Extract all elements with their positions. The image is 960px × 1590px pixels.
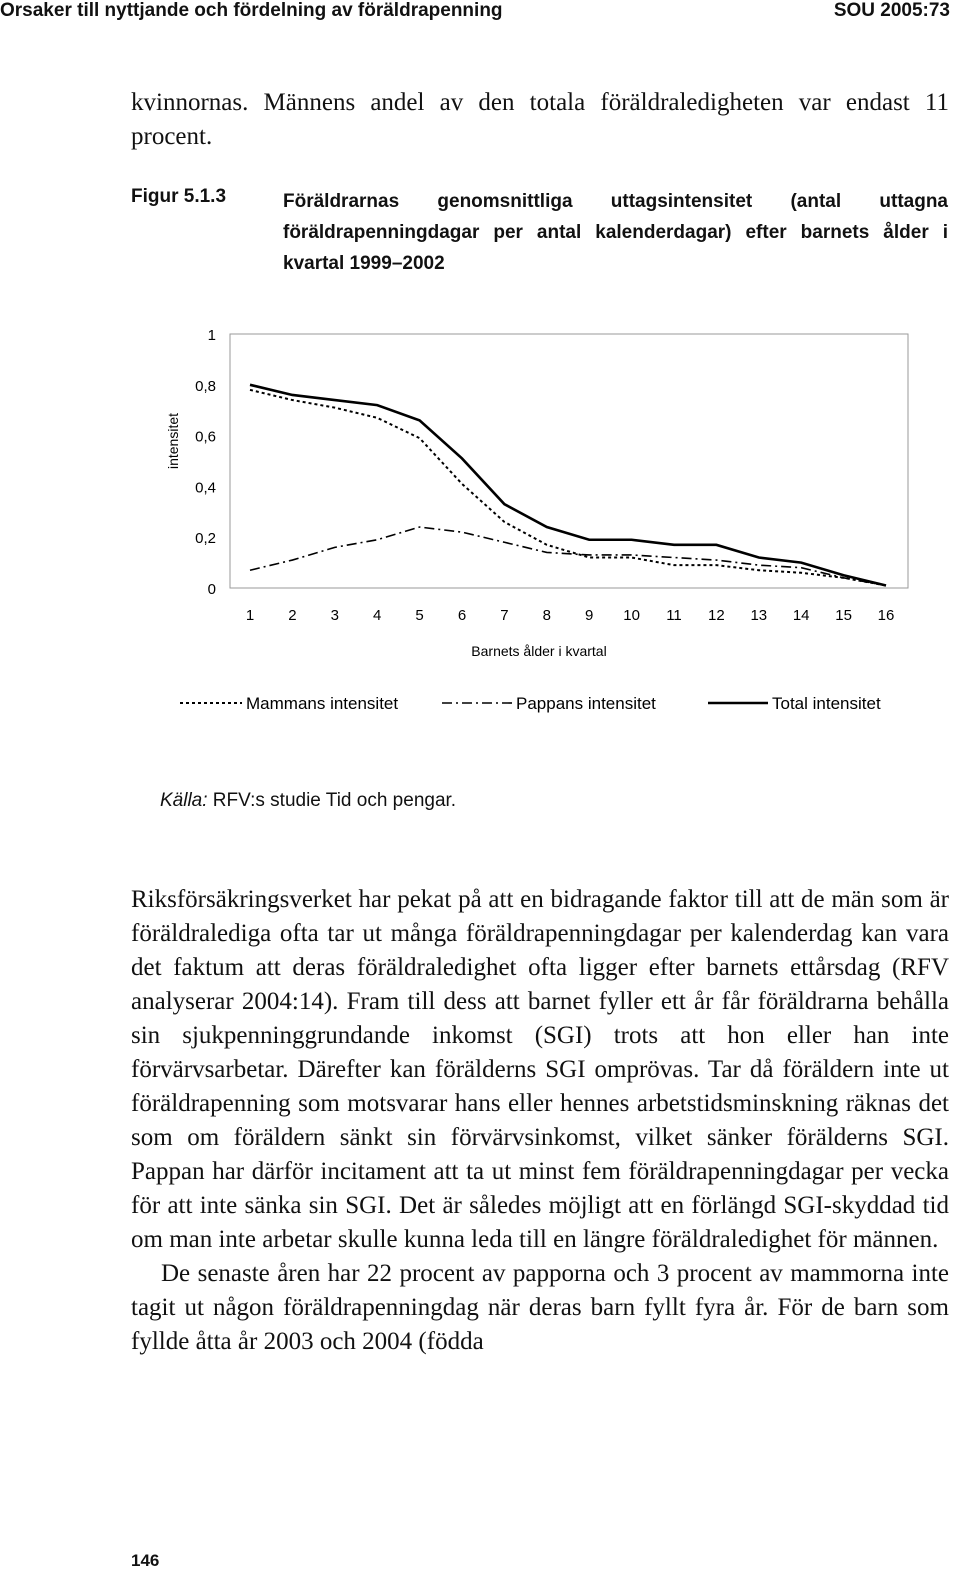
x-tick-label: 4: [373, 607, 382, 624]
figure-caption: Föräldrarnas genomsnittliga uttagsintensitet (antal uttagna föräldrapenningdagar per antal kalenderdagar) efter barnets ålder i kvartal 1999–2002: [283, 191, 948, 274]
series-line: [250, 385, 886, 586]
y-tick-label: 0: [207, 581, 216, 598]
header-report-id: SOU 2005:73: [833, 0, 950, 21]
y-tick-label: 0,2: [195, 530, 216, 548]
x-tick-label: 13: [750, 607, 768, 624]
figure-source: [160, 790, 456, 812]
series-line: [250, 390, 886, 586]
x-tick-label: 12: [708, 607, 725, 624]
line-chart: [150, 320, 930, 730]
body-text: [131, 883, 949, 1359]
x-tick-label: 2: [288, 607, 297, 624]
paragraph: Riksförsäkringsverket har pekat på att en bidragande faktor till att de män som är föräldralediga ofta tar ut många föräldrapenningdagar per kalenderdag kan vara det faktum att deras föräldraledighet ofta ligger efter barnets ettårsdag (RFV analyserar 2004:14). Fram till dess att barnet fyller ett år får föräldrarna behålla sin sjukpenninggrundande inkomst (SGI) trots att hon eller han inte förvärvsarbetar. Därefter kan förälderns SGI omprövas. Tar då föräldern inte ut föräldrapenning som motsvarar hans eller hennes arbetstidsminskning räknas det som om föräldern sänkt sin förvärvsinkomst, vilket sänker förälderns SGI. Pappan har därför incitament att ta ut minst fem föräldrapenningdagar per vecka för att inte sänka sin SGI. Det är således möjligt att en förlängd SGI-skyddad tid om man inte arbetar skulle kunna leda till en längre föräldraledighet för männen.: [131, 886, 949, 1253]
legend-label: Pappans intensitet: [516, 694, 656, 713]
y-tick-label: 1: [207, 327, 216, 344]
x-tick-label: 8: [542, 607, 551, 624]
source-text: RFV:s studie Tid och pengar.: [207, 790, 457, 811]
legend-label: Total intensitet: [772, 694, 881, 713]
figure-label: Figur 5.1.3: [131, 186, 227, 207]
intro-text: kvinnornas. Männens andel av den totala föräldraledigheten var endast 11 procent.: [131, 89, 949, 150]
x-tick-label: 11: [666, 607, 682, 624]
y-tick-label: 0,6: [195, 428, 216, 446]
x-tick-label: 6: [457, 607, 467, 624]
plot-frame: [230, 334, 908, 588]
legend-label: Mammans intensitet: [246, 694, 399, 713]
x-tick-label: 3: [330, 607, 339, 624]
y-tick-label: 0,8: [195, 377, 216, 395]
running-header: [0, 0, 950, 24]
x-tick-label: 1: [245, 607, 255, 624]
x-tick-label: 14: [792, 607, 810, 624]
page-number: 146: [131, 1551, 160, 1570]
x-tick-label: 7: [500, 607, 509, 624]
header-title: Orsaker till nyttjande och fördelning av föräldrapenning: [0, 0, 503, 21]
x-axis-label: Barnets ålder i kvartal: [471, 643, 607, 659]
paragraph: De senaste åren har 22 procent av papporna och 3 procent av mammorna inte tagit ut någon föräldrapenningdag när deras barn fyllt fyra år. För de barn som fyllde åtta år 2003 och 2004 (födda: [131, 1260, 949, 1355]
x-tick-label: 5: [415, 607, 424, 624]
y-axis-label: intensitet: [165, 412, 181, 470]
x-tick-label: 15: [835, 607, 852, 624]
x-tick-label: 10: [623, 607, 640, 624]
source-label: Källa:: [160, 790, 208, 811]
x-tick-label: 16: [877, 607, 895, 624]
x-tick-label: 9: [585, 607, 594, 624]
series-line: [250, 527, 886, 585]
y-tick-label: 0,4: [195, 479, 216, 497]
